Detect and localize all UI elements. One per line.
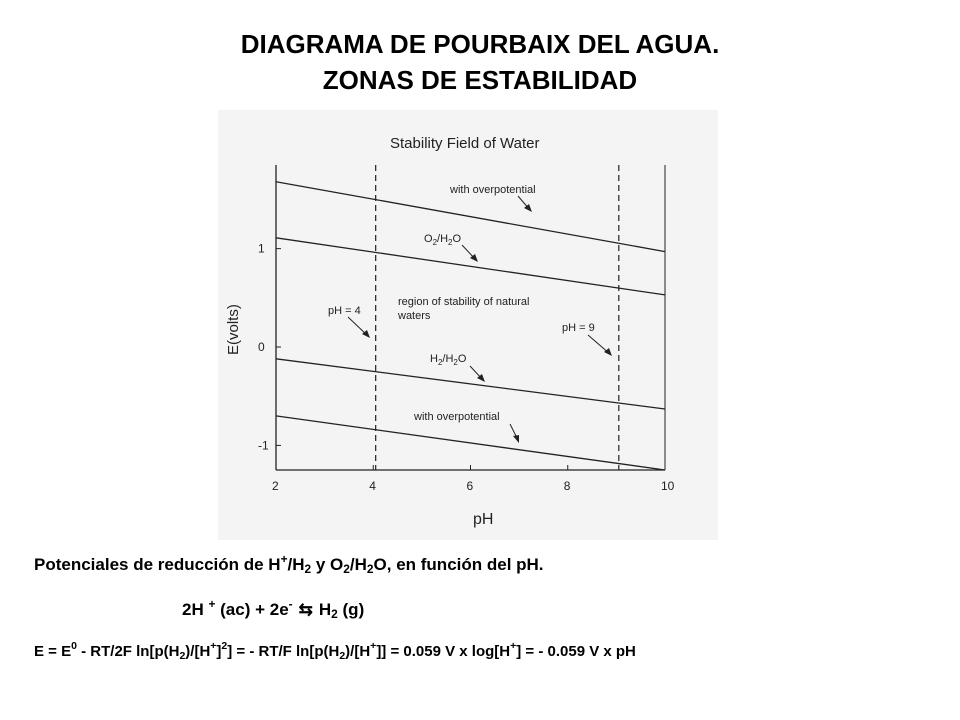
- nernst-equation: $E = E^0 - RT/2F$ $\ln[p(H_2)/[H^+]^2]$ = - RT/F $\ln[p(H_2)/[H^+]] = 0.059$ V x log[H+] = - 0.059 V x pH: [34, 640, 636, 662]
- annotation-overpotential-bottom: with overpotential: [414, 411, 500, 423]
- y-tick-label--1: -1: [258, 438, 269, 453]
- annotation-ph9: pH = 9: [562, 322, 595, 334]
- pourbaix-chart-svg: [218, 110, 718, 540]
- slide-title-line-1: DIAGRAMA DE POURBAIX DEL AGUA.: [240, 29, 720, 59]
- x-tick-label-10: 10: [661, 479, 675, 493]
- x-axis-label: pH: [473, 511, 494, 528]
- annotation-region-line-1: region of stability of natural: [398, 296, 530, 308]
- y-tick-label-0: 0: [258, 340, 265, 355]
- annotation-o2-h2o: $O_2/H_2O$: [424, 233, 462, 247]
- caption-text: Potenciales de reducción de $H^+/H_2$ y $O_2/H_2O$, en función del pH.: [34, 552, 544, 576]
- pourbaix-figure: [218, 110, 718, 540]
- equilibrium-arrow-icon: ⇆: [298, 600, 313, 619]
- annotation-overpotential-top: with overpotential: [450, 184, 536, 196]
- figure-background: [218, 110, 718, 540]
- x-tick-label-8: 8: [563, 479, 571, 493]
- slide-title: [0, 26, 960, 98]
- x-tick-label-6: 6: [466, 479, 474, 493]
- annotation-region-line-2: waters: [398, 310, 431, 322]
- annotation-h2-h2o: $H_2/H_2O$: [430, 353, 467, 367]
- x-tick-label-2: 2: [272, 479, 279, 493]
- reaction-equation: 2H + (ac) + 2e- ⇆ $H_2$ (g): [182, 597, 365, 621]
- y-axis-label: E(volts): [225, 304, 242, 355]
- slide-title-line-2: ZONAS DE ESTABILIDAD: [322, 65, 638, 95]
- annotation-ph4: pH = 4: [328, 305, 361, 317]
- chart-title: Stability Field of Water: [390, 135, 540, 152]
- x-tick-label-4: 4: [369, 479, 376, 493]
- y-tick-label-1: 1: [258, 241, 265, 256]
